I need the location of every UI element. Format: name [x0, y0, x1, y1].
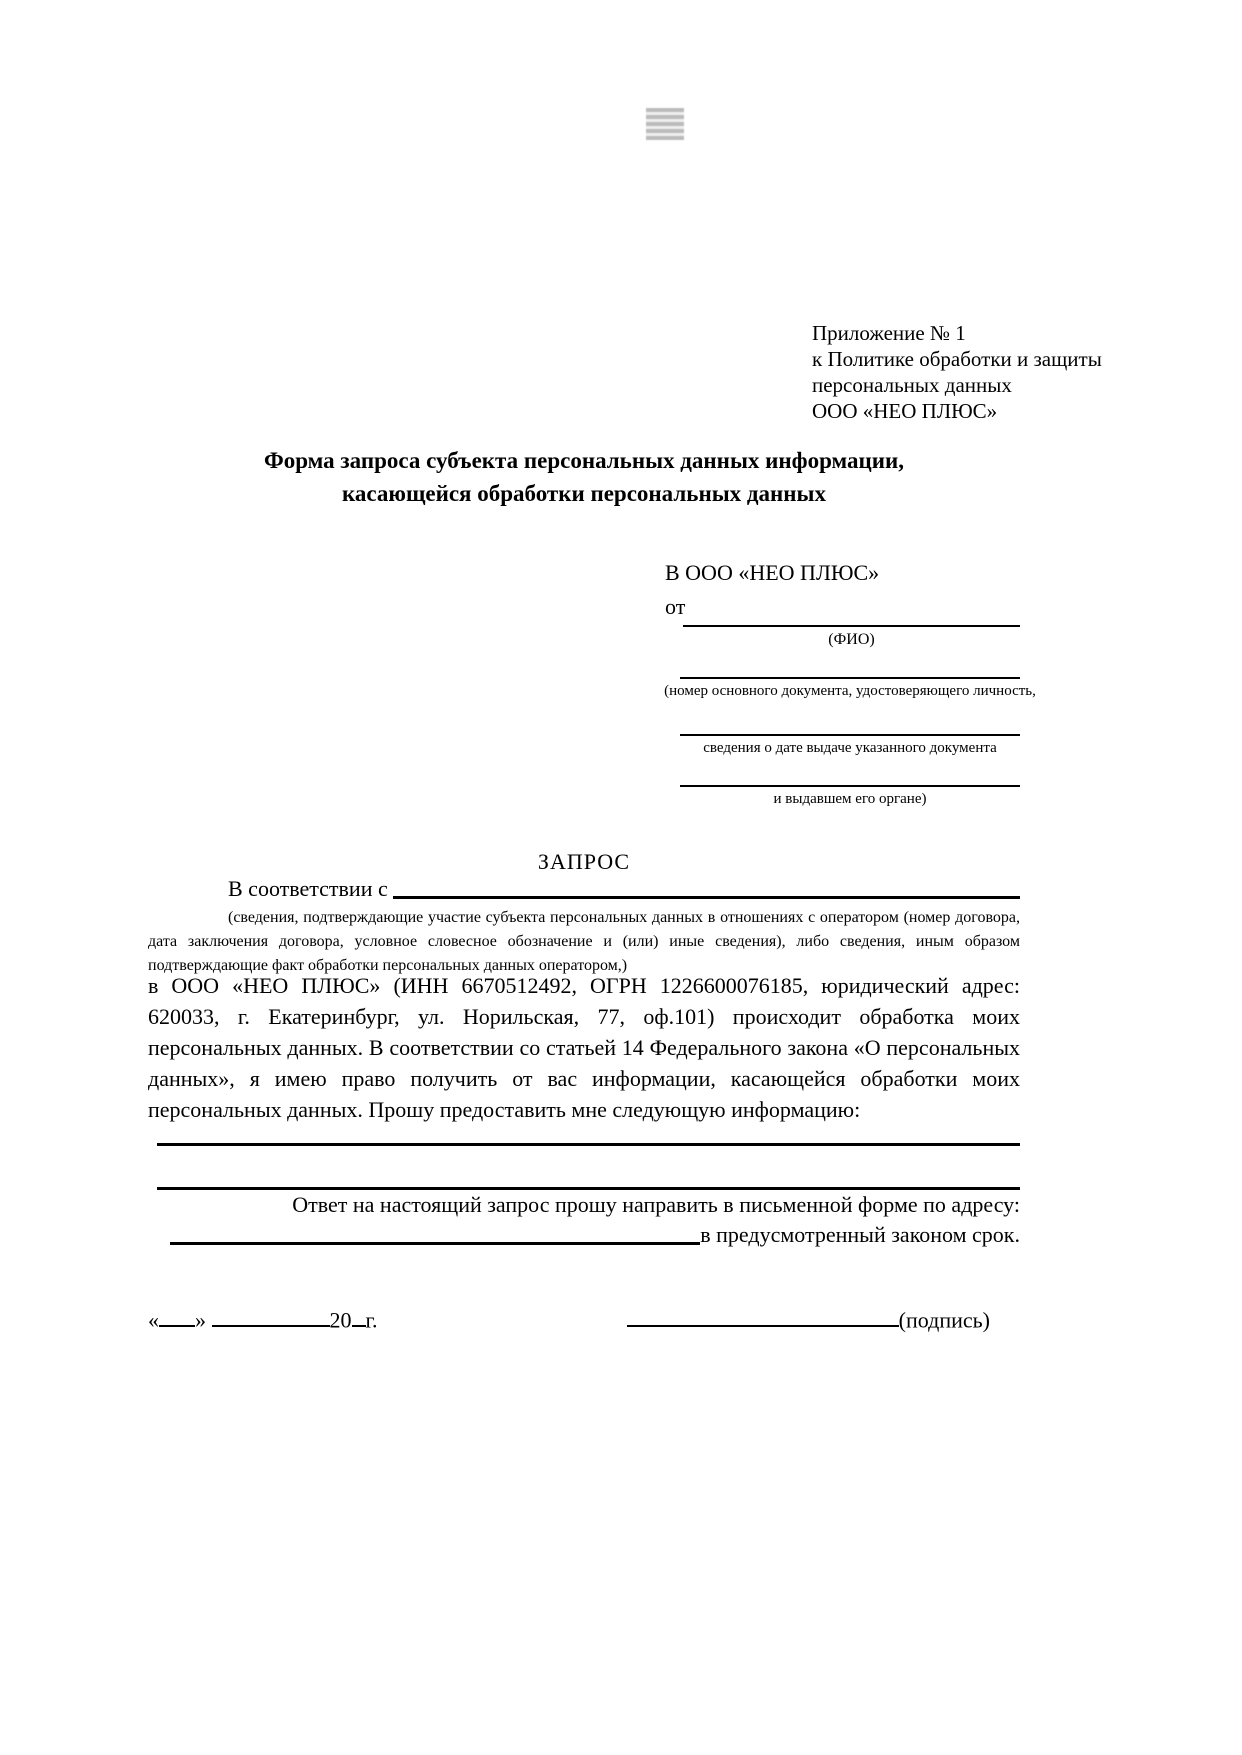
answer-address-line: Ответ на настоящий запрос прошу направить в письменной форме по адресу:: [292, 1192, 1020, 1217]
fine-print-caption: (сведения, подтверждающие участие субъекта персональных данных в отношениях с оператором (номер договора, дата заключения договора, условное словесное обозначение и (или) иные сведения), либо сведения, иным образом подтверждающие факт обработки персональных данных оператором,): [148, 909, 1020, 974]
date-quote-open: «: [148, 1307, 159, 1333]
address-fill-line: [170, 1222, 700, 1245]
doc-issuer-fill-line: [680, 785, 1020, 787]
date-year-prefix: 20: [329, 1307, 352, 1333]
answer-tail: в предусмотренный законом срок.: [700, 1222, 1020, 1247]
doc-date-caption: сведения о дате выдаче указанного документа: [703, 740, 997, 756]
document-title-line2: касающейся обработки персональных данных: [341, 481, 827, 506]
doc-date-fill-line: [680, 734, 1020, 736]
appendix-line: ООО «НЕО ПЛЮС»: [812, 399, 998, 423]
doc-number-fill-line: [680, 677, 1020, 679]
accordance-fill-line: [393, 876, 1020, 899]
appendix-block: [812, 320, 1102, 424]
info-fill-line-1: [157, 1143, 1020, 1146]
date-month-fill-line: [212, 1303, 330, 1327]
document-title: [148, 444, 1020, 510]
document-title-line1: Форма запроса субъекта персональных данных информации,: [263, 448, 905, 473]
addressee-block: [665, 556, 879, 624]
appendix-line: персональных данных: [812, 373, 1012, 397]
doc-issuer-caption: и выдавшем его органе): [773, 791, 927, 807]
appendix-line: к Политике обработки и защиты: [812, 347, 1102, 371]
signature-fill-line: [627, 1303, 899, 1327]
appendix-line: Приложение № 1: [812, 321, 966, 345]
date-group: [148, 1303, 378, 1333]
fio-caption: (ФИО): [828, 631, 875, 648]
addressee-line: В ООО «НЕО ПЛЮС»: [665, 560, 880, 585]
body-paragraph: в ООО «НЕО ПЛЮС» (ИНН 6670512492, ОГРН 1226600076185, юридический адрес: 620033, г. Екатеринбург, ул. Норильская, 77, оф.101) происходит обработка моих персональных данных. В соответствии со статьей 14 Федерального закона «О персональных данных», я имею право получить от вас информации, касающейся обработки моих персональных данных. Прошу предоставить мне следующую информацию:: [148, 973, 1020, 1122]
footer-row: [148, 1303, 1020, 1333]
fio-fill-line: [683, 625, 1020, 627]
signature-group: [627, 1303, 990, 1333]
document-logo-icon: [646, 108, 684, 140]
from-label: от: [665, 594, 686, 619]
signature-caption: (подпись): [898, 1307, 990, 1333]
request-heading: ЗАПРОС: [537, 849, 631, 874]
answer-address-row: [170, 1222, 1020, 1248]
date-year-fill-line: [352, 1303, 366, 1327]
accordance-label: В соответствии с: [228, 876, 394, 901]
date-era-label: г.: [365, 1307, 378, 1333]
date-day-fill-line: [159, 1303, 195, 1327]
doc-number-caption: (номер основного документа, удостоверяющего личность,: [664, 683, 1036, 699]
date-quote-close: »: [195, 1307, 212, 1333]
accordance-row: [148, 876, 1020, 902]
info-fill-line-2: [157, 1187, 1020, 1190]
